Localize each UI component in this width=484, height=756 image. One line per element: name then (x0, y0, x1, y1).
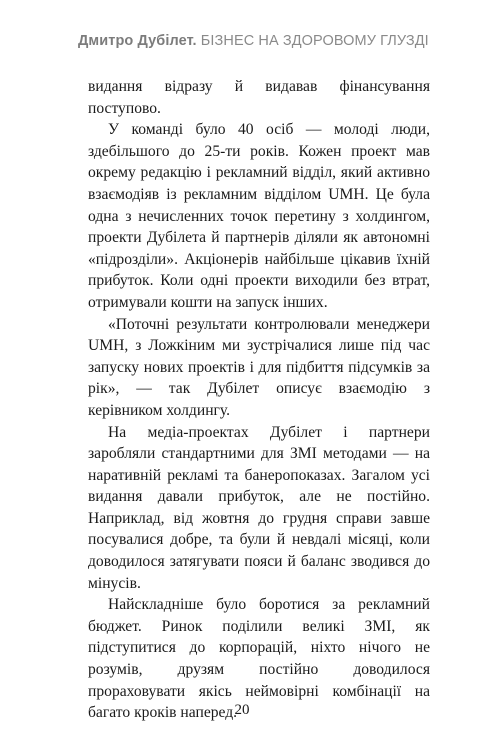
body-text (88, 76, 430, 724)
paragraph-quote: «Поточні результати контролювали менеджери UMH, з Ложкіним ми зустрічалися лише під час запуску нових проектів і для підбиття підсумків за рік», — так Дубілет описує взаємодію з керівником холдингу. (88, 315, 430, 419)
paragraph-continuation: видання відразу й видавав фінансування поступово. (88, 78, 430, 117)
paragraph-revenue: На медіа-проектах Дубілет і партнери заробляли стандартними для ЗМІ методами — на наративній рекламі та банеропоказах. Загалом усі видання давали прибуток, але не постійно. Наприклад, від жовтня до грудня справи завше посувалися добре, та були й невдалі місяці, коли доводилося затягувати пояси й баланс зводився до мінусів. (88, 423, 430, 592)
paragraph-team: У команді було 40 осіб — молоді люди, здебільшого до 25-ти років. Кожен проект мав окрему редакцію і рекламний відділ, який активно взаємодіяв із рекламним відділом UMH. Це була одна з нечисленних точок перетину з холдингом, проекти Дубілета й партнерів діляли як автономні «підрозділи». Акціонерів найбільше цікавив їхній прибуток. Коли одні проекти виходили без втрат, отримували кошти на запуск інших. (88, 121, 430, 311)
paragraph-budget: Найскладніше було боротися за рекламний бюджет. Ринок поділили великі ЗМІ, як підступитися до корпорацій, ніхто нічого не розумів, друзям постійно доводилося прораховувати якісь неймовірні комбінації на багато кроків наперед. (88, 596, 430, 722)
header-author: Дмитро Дубілет. (78, 33, 197, 49)
header-book-title: БІЗНЕС НА ЗДОРОВОМУ ГЛУЗДІ (200, 33, 429, 49)
running-header (78, 33, 458, 49)
page-number: 20 (234, 702, 250, 718)
